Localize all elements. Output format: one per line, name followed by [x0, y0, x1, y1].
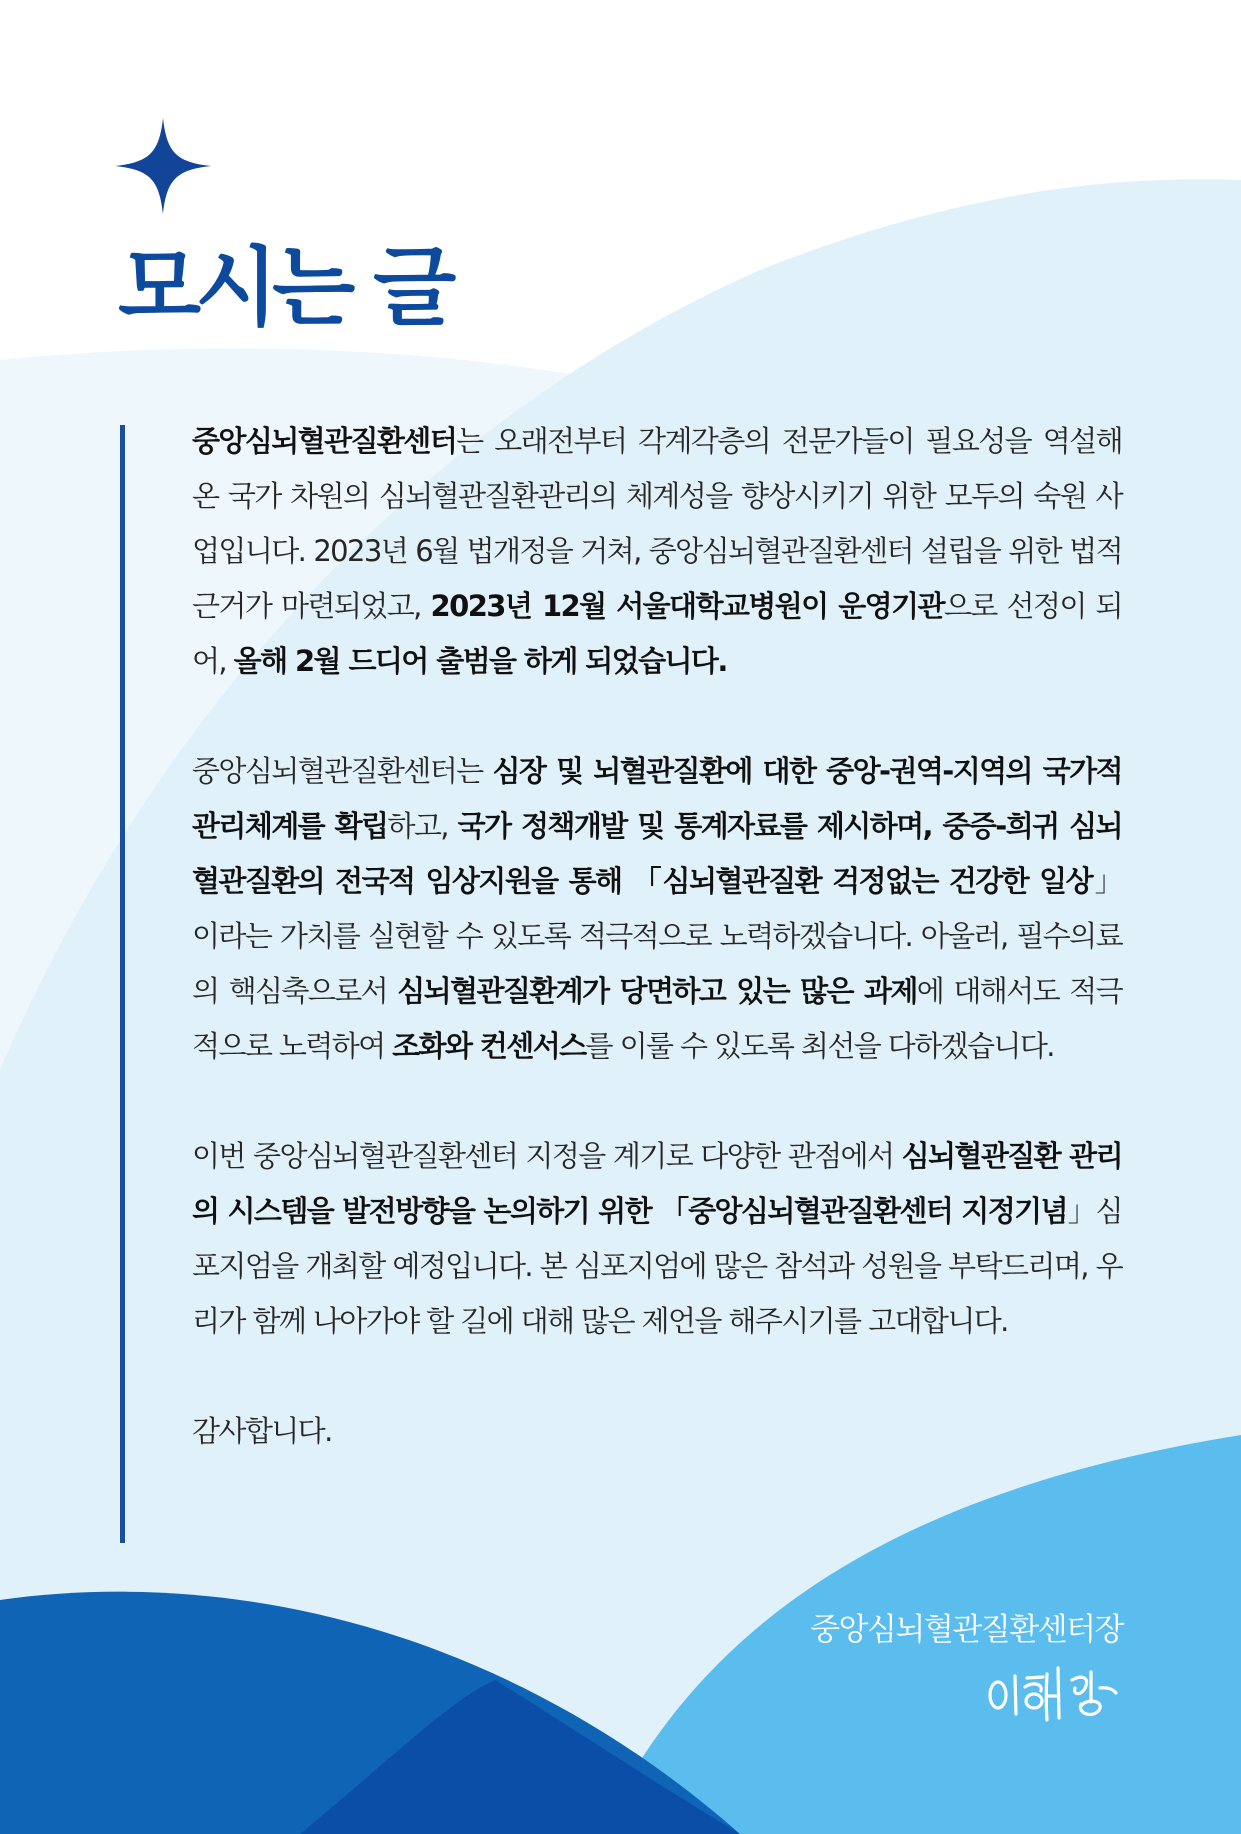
- signature-block: [810, 1608, 1123, 1726]
- emphasis-text: 중앙심뇌혈관질환센터: [192, 424, 457, 458]
- emphasis-text: 심뇌혈관질환 관리의 시스템을 발전방향을 논의하기 위한 「중앙심뇌혈관질환센터 지정기념: [192, 1139, 1123, 1228]
- body-text: 감사합니다.: [192, 1414, 332, 1448]
- body-text: 」심포지엄을 개최할 예정입니다. 본 심포지엄에 많은 참석과 성원을 부탁드리며, 우리가 함께 나아가야 할 길에 대해 많은 제언을 해주시기를 고대합니다.: [192, 1194, 1122, 1338]
- body-text: 는 오래전부터 각계각층의 전문가들이 필요성을 역설해온 국가 차원의 심뇌혈관질환관리의 체계성을 향상시키기 위한 모두의 숙원 사업입니다. 2023년 6월 법개정을 거쳐, 중앙심뇌혈관질환센터 설립을 위한 법적 근거가 마련되었고,: [192, 424, 1122, 623]
- emphasis-text: 올해 2월 드디어 출범을 하게 되었습니다.: [233, 644, 727, 678]
- paragraph-2: [192, 744, 1122, 1074]
- paragraph-3: [192, 1129, 1122, 1349]
- emphasis-text: 심장 및 뇌혈관질환에 대한 중앙-권역-지역의 국가적 관리체계를 확립: [192, 754, 1122, 843]
- body-text: 를 이룰 수 있도록 최선을 다하겠습니다.: [585, 1029, 1054, 1063]
- body-text: 이번 중앙심뇌혈관질환센터 지정을 계기로 다양한 관점에서: [192, 1139, 902, 1173]
- paragraph-1: [192, 414, 1122, 689]
- letter-body: [192, 414, 1122, 1459]
- body-text: 」이라는 가치를 실현할 수 있도록 적극적으로 노력하겠습니다. 아울러, 필수의료의 핵심축으로서: [192, 864, 1123, 1008]
- page-title: 모시는 글: [118, 238, 451, 338]
- vertical-accent-bar: [120, 425, 125, 1543]
- body-text: 에 대해서도 적극적으로 노력하여: [192, 974, 1122, 1063]
- closing-remark: [192, 1404, 1122, 1459]
- body-text: 하고,: [387, 809, 458, 843]
- body-text: 중앙심뇌혈관질환센터는: [192, 754, 493, 788]
- emphasis-text: 조화와 컨센서스: [392, 1029, 586, 1063]
- emphasis-text: 심뇌혈관질환계가 당면하고 있는 많은 과제: [397, 974, 917, 1008]
- handwritten-signature: [983, 1658, 1123, 1726]
- signer-title: 중앙심뇌혈관질환센터장: [810, 1612, 1123, 1648]
- emphasis-text: 국가 정책개발 및 통계자료를 제시하며, 중증-희귀 심뇌혈관질환의 전국적 임상지원을 통해 「심뇌혈관질환 걱정없는 건강한 일상: [192, 809, 1122, 898]
- body-text: 으로 선정이 되어,: [192, 589, 1122, 678]
- emphasis-text: 2023년 12월 서울대학교병원이 운영기관: [430, 589, 944, 623]
- four-point-star-icon: [115, 118, 211, 214]
